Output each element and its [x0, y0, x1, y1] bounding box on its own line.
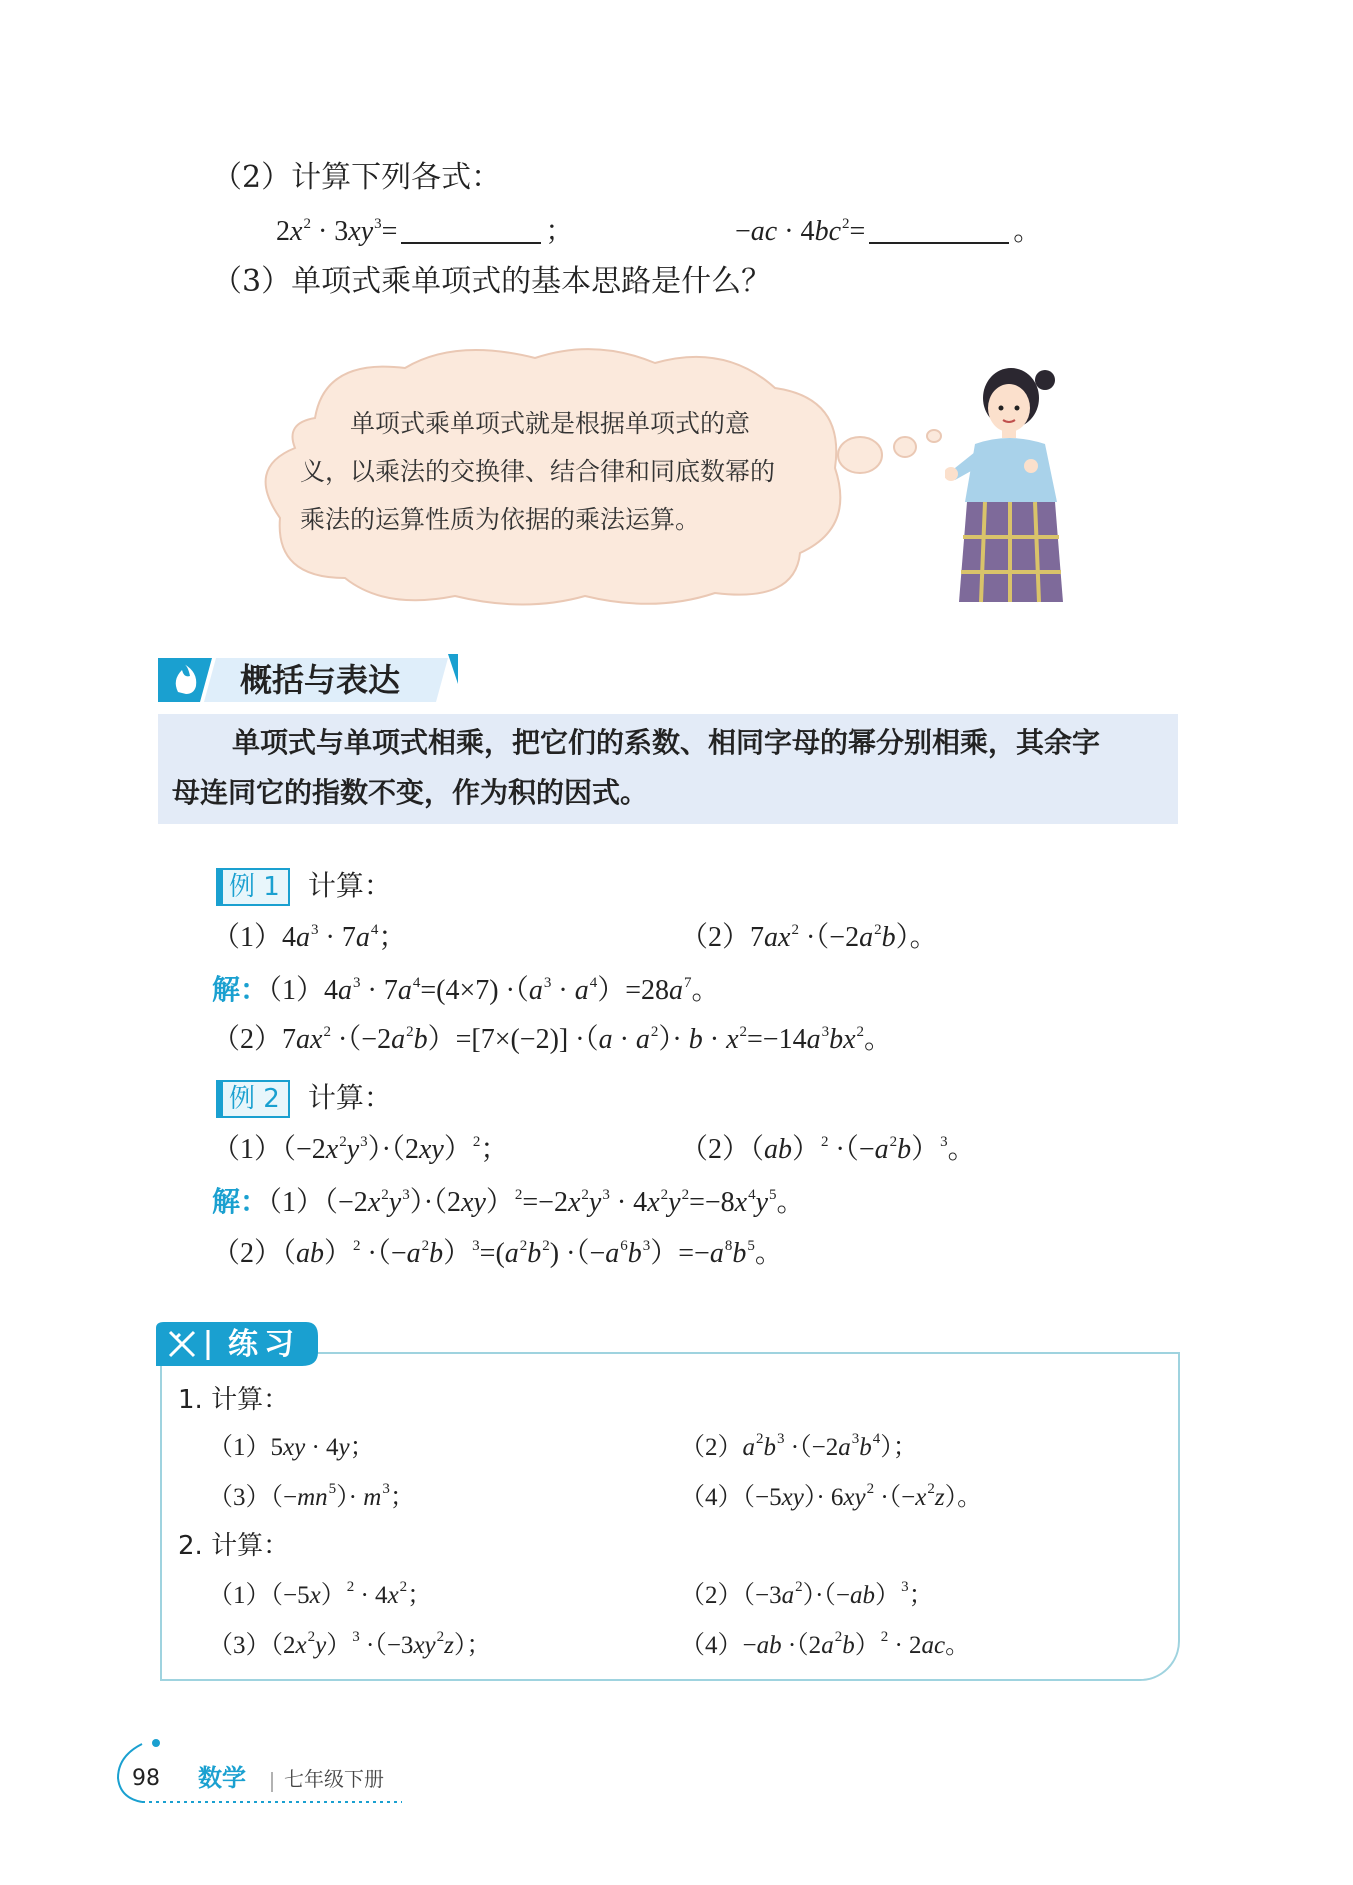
practice-q2-1: $(1)(-5x)^2 \cdot 4x^2$；: [208, 1579, 433, 1609]
student-illustration: [945, 362, 1075, 607]
summary-line-1: 单项式与单项式相乘，把它们的系数、相同字母的幂分别相乘，其余字: [232, 726, 1101, 759]
example-2-solution-2: $(2)(ab)^2 \cdot(-a^2b)^3=(a^2b^2) \cdot(-a^6b^3)=-a^8b^5$。: [212, 1238, 783, 1269]
question-2-label: （2）计算下列各式：: [212, 160, 502, 195]
practice-q1-1: （1）5xy · 4y；: [208, 1434, 375, 1461]
footer-subject: 数学: [198, 1763, 246, 1792]
example-2-tag: 例 2: [216, 1080, 290, 1118]
example-1-header: 例 1 计算：: [216, 864, 392, 906]
page-number: 98: [132, 1766, 160, 1791]
practice-q2-label: 2. 计算：: [178, 1531, 290, 1561]
practice-q2-2: $(2)(-3a^2)\cdot(-ab)^3$；: [680, 1579, 934, 1609]
practice-q2-4: $(4)-ab \cdot(2a^2b)^2 \cdot 2ac$。: [680, 1629, 971, 1659]
answer-blank[interactable]: [401, 214, 541, 244]
example-2-solution-1: 解：$(1)(-2x^2y^3)\cdot(2xy)^2=-2x^2y^3 \cdot 4x^2y^2=-8x^4y^5$。: [212, 1185, 805, 1218]
summary-line-2: 母连同它的指数不变，作为积的因式。: [172, 776, 649, 809]
example-1-part-1: $(1)4a^3 \cdot 7a^4$；: [212, 922, 407, 953]
cloud-line-2: 义，以乘法的交换律、结合律和同底数幂的: [300, 457, 776, 486]
summary-heading: 概括与表达: [240, 661, 401, 699]
practice-heading: 练习: [228, 1327, 300, 1362]
question-3-label: （3）单项式乘单项式的基本思路是什么？: [212, 264, 772, 299]
cloud-line-3: 乘法的运算性质为依据的乘法运算。: [300, 505, 701, 534]
example-1-solution-1: 解：$(1)4a^3 \cdot 7a^4=(4\times 7) \cdot(a^3 \cdot a^4)=28a^7$。: [212, 973, 720, 1006]
answer-blank[interactable]: [869, 214, 1009, 244]
thought-bubbles: [835, 420, 955, 480]
footer-grade: 七年级下册: [284, 1767, 384, 1791]
example-2-part-2: $(2)(ab)^2 \cdot(-a^2b)^3$。: [680, 1134, 976, 1165]
example-2-header: 例 2 计算：: [216, 1076, 392, 1118]
practice-q1-4: $(4)(-5xy)\cdot 6xy^2 \cdot(-x^2z)$。: [680, 1481, 983, 1511]
question-2-expr-a: $2x^2 \cdot 3xy^3=$ ；: [276, 216, 574, 247]
example-1-solution-2: $(2)7ax^2 \cdot(-2a^2b)=[7\times(-2)] \cdot(a \cdot a^2)\cdot b \cdot x^2=-14a^3bx^2$。: [212, 1024, 893, 1055]
practice-q1-3: $(3)(-mn^5)\cdot m^3$；: [208, 1481, 415, 1511]
example-1-tag: 例 1: [216, 868, 290, 906]
practice-q2-3: $(3)(2x^2y)^3 \cdot(-3xy^2z)$；: [208, 1629, 492, 1659]
example-1-part-2: $(2)7ax^2 \cdot(-2a^2b)$。: [680, 922, 938, 953]
question-2-expr-b: $-ac \cdot 4bc^2=$ 。: [735, 216, 1042, 247]
practice-q1-label: 1. 计算：: [178, 1385, 290, 1415]
practice-q1-2: $(2)a^2b^3 \cdot(-2a^3b^4)$；: [680, 1431, 918, 1461]
cloud-line-1: 单项式乘单项式就是根据单项式的意: [350, 409, 751, 438]
example-2-part-1: $(1)(-2x^2y^3)\cdot(2xy)^2$；: [212, 1134, 509, 1165]
